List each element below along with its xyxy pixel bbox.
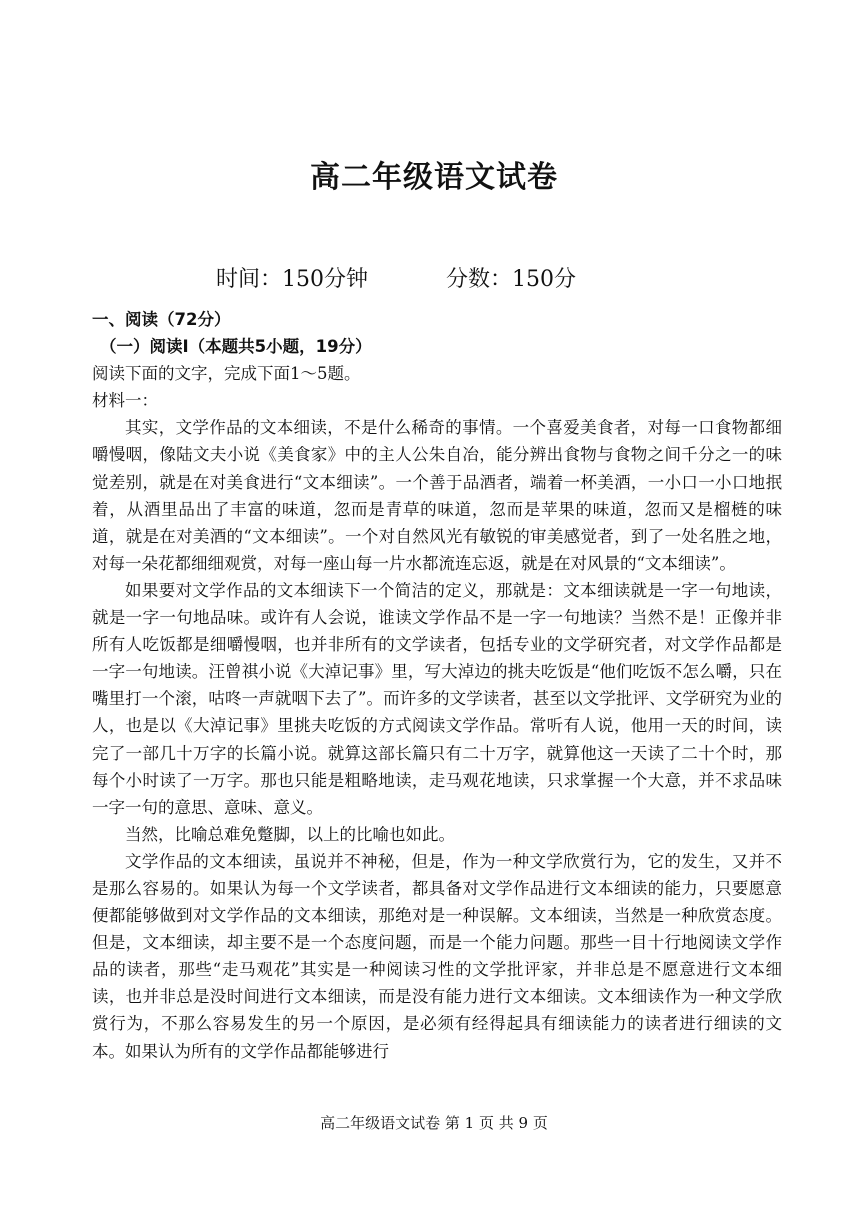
passage-paragraph: 如果要对文学作品的文本细读下一个简洁的定义，那就是：文本细读就是一字一句地读，就是一字一句地品味。或许有人会说，谁读文学作品不是一字一句地读？当然不是！正像并非所有人吃饭都是细嚼慢咽，也并非所有的文学读者，包括专业的文学研究者，对文学作品都是一字一句地读。汪曾祺小说《大淖记事》里，写大淖边的挑夫吃饭是“他们吃饭不怎么嚼，只在嘴里打一个滚，咕咚一声就咽下去了”。而许多的文学读者，甚至以文学批评、文学研究为业的人，也是以《大淖记事》里挑夫吃饭的方式阅读文学作品。常听有人说，他用一天的时间，读完了一部几十万字的长篇小说。就算这部长篇只有二十万字，就算他这一天读了二十个时，那每个小时读了一万字。那也只能是粗略地读，走马观花地读，只求掌握一个大意，并不求品味一字一句的意思、意味、意义。 xyxy=(92,580,782,817)
exam-title: 高二年级语文试卷 xyxy=(310,160,558,195)
section-heading: 一、阅读（72分） xyxy=(92,310,231,329)
exam-score: 分数：150分 xyxy=(446,267,576,292)
passage-paragraph: 其实，文学作品的文本细读，不是什么稀奇的事情。一个喜爱美食者，对每一口食物都细嚼慢咽，像陆文夫小说《美食家》中的主人公朱自冶，能分辨出食物与食物之间千分之一的味觉差别，就是在对美食进行“文本细读”。一个善于品酒者，端着一杯美酒，一小口一小口地抿着，从酒里品出了丰富的味道，忽而是青草的味道，忽而是苹果的味道，忽而又是榴梿的味道，就是在对美酒的“文本细读”。一个对自然风光有敏锐的审美感觉者，到了一处名胜之地，对每一朵花都细细观赏，对每一座山每一片水都流连忘返，就是在对风景的“文本细读”。 xyxy=(92,418,782,573)
exam-time: 时间：150分钟 xyxy=(216,267,368,292)
material-label: 材料一： xyxy=(92,391,158,411)
page-footer: 高二年级语文试卷 第 1 页 共 9 页 xyxy=(320,1114,548,1132)
subsection-heading: （一）阅读Ⅰ（本题共5小题，19分） xyxy=(100,337,372,357)
instruction-text: 阅读下面的文字，完成下面1～5题。 xyxy=(92,364,361,384)
passage-paragraph: 文学作品的文本细读，虽说并不神秘，但是，作为一种文学欣赏行为，它的发生，又并不是那么容易的。如果认为每一个文学读者，都具备对文学作品进行文本细读的能力，只要愿意便都能够做到对文学作品的文本细读，那绝对是一种误解。文本细读，当然是一种欣赏态度。但是，文本细读，却主要不是一个态度问题，而是一个能力问题。那些一目十行地阅读文学作品的读者，那些“走马观花”其实是一种阅读习性的文学批评家，并非总是不愿意进行文本细读，也并非总是没时间进行文本细读，而是没有能力进行文本细读。文本细读作为一种文学欣赏行为，不那么容易发生的另一个原因，是必须有经得起具有细读能力的读者进行细读的文本。如果认为所有的文学作品都能够进行 xyxy=(92,851,782,1061)
exam-content xyxy=(92,306,782,1065)
passage-paragraph: 当然，比喻总难免蹩脚，以上的比喻也如此。 xyxy=(125,824,455,844)
